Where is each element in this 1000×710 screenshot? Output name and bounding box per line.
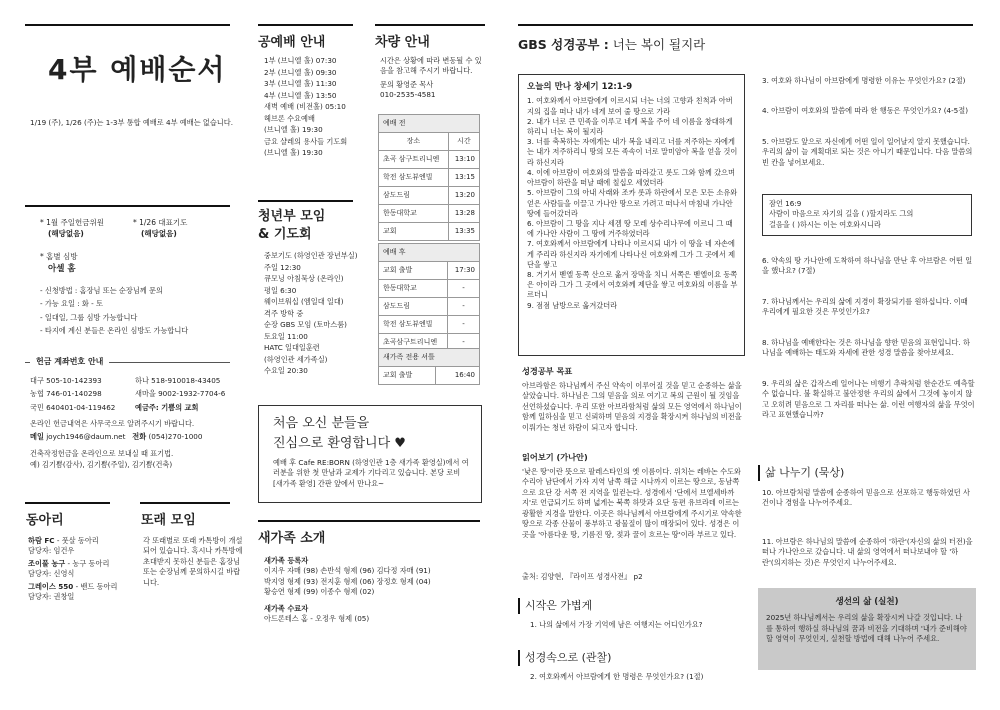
newfamily-heading: 새가족 소개 (258, 531, 326, 546)
read-text: '낮은 땅'이란 뜻으로 팔레스타인의 옛 이름이다. 위치는 레바논 수도와 수리아 남단에서 가자 지역 남쪽 해글 시나까지 이르는 땅으로, 동남쪽으로 요단 강 서쪽 전 지역을 일컫는다. 성경에서 '단에서 브엘세바까지'로 언급되기도 하며 넓게는 북쪽 하맛과 요단 동편 유브라데 이르는 광활한 지경을 말한다. 이곳은 하나님께서 아브람에게 주시기로 약속한 땅으로 각종 산물이 풍부하고 광물질이 많이 매장되어 있다. 성경은 이곳을 '아름다운 땅, 기름진 땅, 젖과 꿀이 흐르는 땅'이라 부르고 있다. (522, 467, 742, 539)
vehicle-rule (375, 24, 485, 26)
vehicle-new-table: 새가족 전용 셔틀 교회 출발 16:40 (378, 348, 480, 385)
intro-text: 1/19 (주), 1/26 (주)는 1-3부 통합 예배로 4부 예배는 없습니다. (30, 118, 233, 127)
table-row: 초곡삼구트리니엔 - (379, 334, 480, 352)
practice-box: 생선의 삶 (실천) 2025년 하나님께서는 우리의 삶을 확장시켜 나갈 것입니다. 나를 통하여 행하실 하나님의 꿈과 비전을 기대하며 '내가 준비해야 할 영역이 무엇인지, 실천할 방법에 대해 나누어 주세요. (758, 588, 976, 670)
accounts-heading: 헌금 계좌번호 안내 (30, 356, 109, 368)
share-list: 10. 아브람처럼 말씀에 순종하여 믿음으로 선포하고 행동하였던 사건이나 경험을 나누어주세요. 11. 아브람은 하나님의 말씀에 순종하여 '하란'(자신의 삶의 터전)을 떠나 가나안으로 갔습니다. 내 삶의 영역에서 떠나보내야 할 '하란'(의지하는 것)은 무엇인지 나누어주세요. (762, 488, 973, 567)
vehicle-notice: 시간은 상황에 따라 변동될 수 있음을 참고해 주시기 바랍니다. 문의 황영준 목사 010-2535-4581 (380, 56, 482, 100)
table-row: 한동대학교 - (379, 280, 480, 298)
obs-heading: 성경속으로 (관찰) (518, 650, 611, 666)
table-row: 학전 삼도뷰엔빌 13:15 (379, 169, 480, 187)
goal-heading: 성경공부 목표 (522, 366, 573, 376)
vehicle-before-table: 예배 전 장소 시간 초곡 삼구트리니엔 13:10 학전 삼도뷰엔빌 13:15 삼도드림 13:20 한동대학교 13:28 교회 13:35 (378, 114, 480, 241)
youth-heading: 청년부 모임 & 기도회 (258, 209, 326, 242)
peer-text: 각 또래별로 또래 카톡방이 개설되어 있습니다. 혹시나 카톡방에 초대받지 못하신 분들은 홈장님 또는 순장님께 문의하시길 바랍니다. (143, 536, 243, 587)
table-row: 한동대학교 13:28 (379, 205, 480, 223)
table-row: 교회 출발 16:40 (379, 367, 480, 385)
peer-rule (140, 502, 230, 504)
clubs-list: 하람 FC - 풋살 동아리 담당자: 임건우 조이풀 농구 - 농구 동아리 담당자: 신영식 그레이스 550 - 밴드 동아리 담당자: 권창일 (28, 536, 118, 602)
table-row: 초곡 삼구트리니엔 13:10 (379, 151, 480, 169)
worship-rule (258, 24, 353, 26)
start-question: 1. 나의 삶에서 가장 기억에 남은 여행지는 어디인가요? (530, 620, 703, 629)
obs-question: 2. 여호와께서 아브람에게 한 명령은 무엇인가요? (1절) (530, 672, 704, 681)
clubs-rule (25, 502, 110, 504)
welcome-box: 처음 오신 분들을 진심으로 환영합니다 ♥ 예배 후 Cafe RE:BORN (하영인관 1층 새가족 환영실)에서 여러분을 위한 첫 만남과 교제가 기다리고 있습니다. 본당 로비 [새가족 환영] 간판 앞에서 만나요~ (258, 405, 482, 503)
goal-text: 아브라함은 하나님께서 주신 약속이 이루어질 것을 믿고 순종하는 삶을 살았습니다. 하나님은 그의 믿음을 의로 여기고 복의 근원이 될 것임을 선언하셨습니다. 우리 또한 아브라함처럼 삶의 모든 영역에서 하나님이 함께 일하심을 믿고 신뢰하며 믿음의 지경을 확장시켜 하나님의 비전을 이뤄가는 청년 하람이 되고자 합니다. (522, 381, 742, 432)
table-row: 삼도드림 13:20 (379, 187, 480, 205)
proverb-box: 잠언 16:9 사람이 마음으로 자기의 길을 ( )할지라도 그의 걸음을 ( )하시는 이는 여호와시니라 (762, 194, 972, 236)
worship-list: 1부 (브니엘 홀) 07:30 2부 (브니엘 홀) 09:30 3부 (브니엘 홀) 11:30 4부 (브니엘 홀) 13:50 새벽 예배 (비전홀) 05:10 헤브론 수요예배 (브니엘 홀) 19:30 금요 샬레의 용사들 기도회 (브니엘 홀) 19:30 (264, 56, 348, 158)
giving-b: * 1/26 대표기도 (해당없음) (133, 218, 188, 238)
table-row: 교회 13:35 (379, 223, 480, 241)
verse-list: 1. 여호와께서 아브람에게 이르시되 너는 너의 고향과 친척과 아버지의 집을 떠나 내가 네게 보여 줄 땅으로 가라 2. 내가 너로 큰 민족을 이루고 네게 복을 주어 네 이름을 창대하게 하리니 너는 복이 될지라 3. 너를 축복하는 자에게는 내가 복을 내리고 너를 저주하는 자에게는 내가 저주하리니 땅의 모든 족속이 너로 말미암아 복을 얻을 것이라 하신지라 4. 이에 아브람이 여호와의 말씀을 따라갔고 롯도 그와 함께 갔으며 아브람이 하란을 떠날 때에 칠십오 세였더라 5. 아브람이 그의 아내 사래와 조카 롯과 하란에서 모은 모든 소유와 얻은 사람들을 이끌고 가나안 땅으로 가려고 떠나서 마침내 가나안 땅에 들어갔더라 6. 아브람이 그 땅을 지나 세겜 땅 모레 상수리나무에 이르니 그 때에 가나안 사람이 그 땅에 거주하였더라 7. 여호와께서 아브람에게 나타나 이르시되 내가 이 땅을 네 자손에게 주리라 하신지라 자기에게 나타나신 여호와께 그가 그 곳에서 제단을 쌓고 8. 거기서 벧엘 동쪽 산으로 옮겨 장막을 치니 서쪽은 벧엘이요 동쪽은 아이라 그가 그 곳에서 여호와께 제단을 쌓고 여호와의 이름을 부르더니 9. 점점 남방으로 옮겨갔더라 (527, 96, 738, 310)
peer-heading: 또래 모임 (141, 513, 196, 528)
page-title: 4부 예배순서 (48, 53, 227, 86)
mail-link[interactable]: joych1946@daum.net (46, 431, 126, 441)
account-list: 대구 505-10-142393 하나 518-910018-43405 농협 746-01-140298 새마을 9002-1932-7704-6 국민 640401-04-119462 예금주: 기쁨의 교회 온라인 헌금내역은 사무국으로 알려주시기 바랍니다. 메일 joych1946@daum.net 전화 (054)270-1000 건축작정헌금을 온라인으로 보내실 때 표기법. 예) 김기쁨(감사), 김기쁨(주일), 김기쁨(건축) (30, 376, 226, 469)
gbs-heading: GBS 성경공부 : 너는 복이 될지라 (518, 37, 706, 52)
questions-b: 6. 약속의 땅 가나안에 도착하여 하나님을 만난 후 아브람은 어떤 일을 했나요? (7절) 7. 하나님께서는 우리의 삶에 지경이 확장되기를 원하십니다. 이때 우리에게 필요한 것은 무엇인가요? 8. 하나님을 예배한다는 것은 하나님을 향한 믿음의 표현입니다. 하나님을 예배하는 태도와 자세에 관한 성경 말씀을 찾아보세요. 9. 우리의 삶은 갑작스레 일어나는 비행기 추락처럼 한순간도 예측할 수 없습니다. 불 확실하고 불안정한 우리의 삶에서 그것에 놓이지 않고 오히려 믿음으로 그 자리를 떠나는 삶. 이런 여행자의 삶을 무엇이라고 표현했습니까? (762, 256, 975, 419)
gbs-rule (518, 24, 973, 26)
section-rule (25, 205, 230, 207)
vehicle-heading: 차량 안내 (375, 35, 430, 50)
start-heading: 시작은 가볍게 (518, 598, 592, 614)
vehicle-after-table: 예배 후 교회 출발 17:30 한동대학교 - 삼도드림 - 학전 삼도뷰엔빌 - 초곡삼구트리니엔 - (378, 243, 480, 352)
top-rule (25, 24, 230, 26)
read-heading: 읽어보기 (가나안) (522, 452, 588, 462)
source-text: 출처: 김양현, 『라이프 성경사전』 p2 (522, 572, 643, 581)
youth-rule (258, 200, 353, 202)
newfamily-rule (258, 520, 480, 522)
newfamily-list: 새가족 등록자 이지우 자매 (98) 손반석 형제 (96) 김다정 자매 (91) 박지영 형제 (93) 전지훈 형제 (06) 장정호 형제 (04) 황승연 형제 (99) 이종수 형제 (02) 새가족 수료자 아드론테스 홈 - 오정우 형제 (05) (264, 556, 431, 624)
scripture-box: 오늘의 만나 창세기 12:1-9 1. 여호와께서 아브람에게 이르시되 너는 너의 고향과 친척과 아버지의 집을 떠나 내가 네게 보여 줄 땅으로 가라 2. 내가 너로 큰 민족을 이루고 네게 복을 주어 네 이름을 창대하게 하리니 너는 복이 될지라 3. 너를 축복하는 자에게는 내가 복을 내리고 너를 저주하는 자에게는 내가 저주하리니 땅의 모든 족속이 너로 말미암아 복을 얻을 것이라 하신지라 4. 이에 아브람이 여호와의 말씀을 따라갔고 롯도 그와 함께 갔으며 아브람이 하란을 떠날 때에 칠십오 세였더라 5. 아브람이 그의 아내 사래와 조카 롯과 하란에서 모은 모든 소유와 얻은 사람들을 이끌고 가나안 땅으로 가려고 떠나서 마침내 가나안 땅에 들어갔더라 6. 아브람이 그 땅을 지나 세겜 땅 모레 상수리나무에 이르니 그 때에 가나안 사람이 그 땅에 거주하였더라 7. 여호와께서 아브람에게 나타나 이르시되 내가 이 땅을 네 자손에게 주리라 하신지라 자기에게 나타나신 여호와께 그가 그 곳에서 제단을 쌓고 8. 거기서 벧엘 동쪽 산으로 옮겨 장막을 치니 서쪽은 벧엘이요 동쪽은 아이라 그가 그 곳에서 여호와께 제단을 쌓고 여호와의 이름을 부르더니 9. 점점 남방으로 옮겨갔더라 (518, 74, 745, 356)
questions-a: 3. 여호와 하나님이 아브람에게 명령한 이유는 무엇인가요? (2절) 4. 아브람이 여호와의 말씀에 따라 한 행동은 무엇인가요? (4-5절) 5. 아브람도 앞으로 자신에게 어떤 일이 일어날지 알지 못했습니다. 우리의 삶이 늘 계획대로 되는 것은 아니기 때문입니다. 다음 말씀의 빈 칸을 넣어보세요. (762, 76, 973, 167)
clubs-heading: 동아리 (26, 513, 64, 528)
table-row: 학전 삼도뷰엔빌 - (379, 316, 480, 334)
giving-c: * 홈별 심방 아셀 홈 (40, 252, 78, 274)
visit-notes: - 신청방법 : 홈장님 또는 순장님께 문의 - 가능 요일 : 화 - 토 - 일대일, 그룹 심방 가능합니다 - 타지에 계신 분들은 온라인 심방도 가능합니다 (40, 286, 189, 336)
worship-heading: 공예배 안내 (258, 35, 326, 50)
share-heading: 삶 나누기 (묵상) (758, 465, 844, 481)
table-row: 삼도드림 - (379, 298, 480, 316)
table-row: 교회 출발 17:30 (379, 262, 480, 280)
giving-a: * 1월 주일헌금위원 (해당없음) (40, 218, 105, 238)
youth-list: 중보기도 (하영인관 장년부실) 주일 12:30 큐모닝 아침묵상 (온라인) 평일 6:30 웨이브워십 (엠일대 일대) 격주 방학 중 순장 GBS 모임 (토마스룸) 토요일 11:00 HATC 일대일훈련 (하영인관 세가족실) 수요일 20:30 (264, 251, 358, 376)
